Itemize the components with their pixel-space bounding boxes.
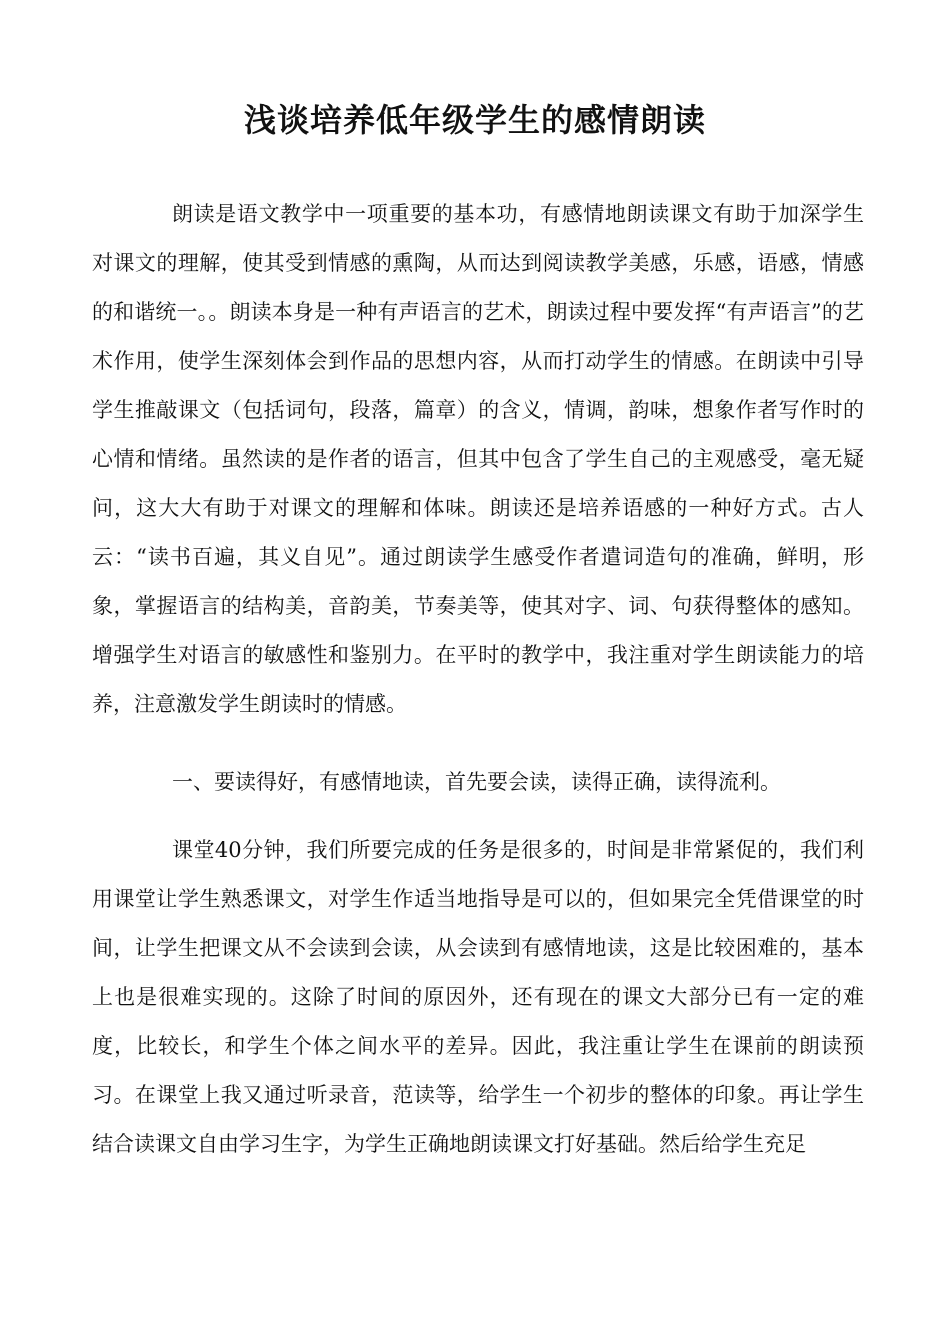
section-heading-1: 一、要读得好，有感情地读，首先要会读，读得正确，读得流利。	[172, 770, 781, 794]
paragraph-intro: 朗读是语文教学中一项重要的基本功，有感情地朗读课文有助于加深学生对课文的理解，使其受到情感的熏陶，从而达到阅读教学美感，乐感，语感，情感的和谐统一。。朗读本身是一种有声语言的艺术，朗读过程中要发挥“有声语言”的艺术作用，使学生深刻体会到作品的思想内容，从而打动学生的情感。在朗读中引导学生推敲课文（包括词句，段落，篇章）的含义，情调，韵味，想象作者写作时的心情和情绪。虽然读的是作者的语言，但其中包含了学生自己的主观感受，毫无疑问，这大大有助于对课文的理解和体味。朗读还是培养语感的一种好方式。古人云：“读书百遍，其义自见”。通过朗读学生感受作者遣词造句的准确，鲜明，形象，掌握语言的结构美，音韵美，节奏美等，使其对字、词、句获得整体的感知。增强学生对语言的敏感性和鉴别力。在平时的教学中，我注重对学生朗读能力的培养，注意激发学生朗读时的情感。	[92, 202, 864, 716]
paragraph-classroom: 课堂40分钟，我们所要完成的任务是很多的，时间是非常紧促的，我们利用课堂让学生熟悉课文，对学生作适当地指导是可以的，但如果完全凭借课堂的时间，让学生把课文从不会读到会读，从会读到有感情地读，这是比较困难的，基本上也是很难实现的。这除了时间的原因外，还有现在的课文大部分已有一定的难度，比较长，和学生个体之间水平的差异。因此，我注重让学生在课前的朗读预习。在课堂上我又通过听录音，范读等，给学生一个初步的整体的印象。再让学生结合读课文自由学习生字，为学生正确地朗读课文打好基础。然后给学生充足	[92, 838, 864, 1156]
document-title: 浅谈培养低年级学生的感情朗读	[243, 101, 706, 139]
